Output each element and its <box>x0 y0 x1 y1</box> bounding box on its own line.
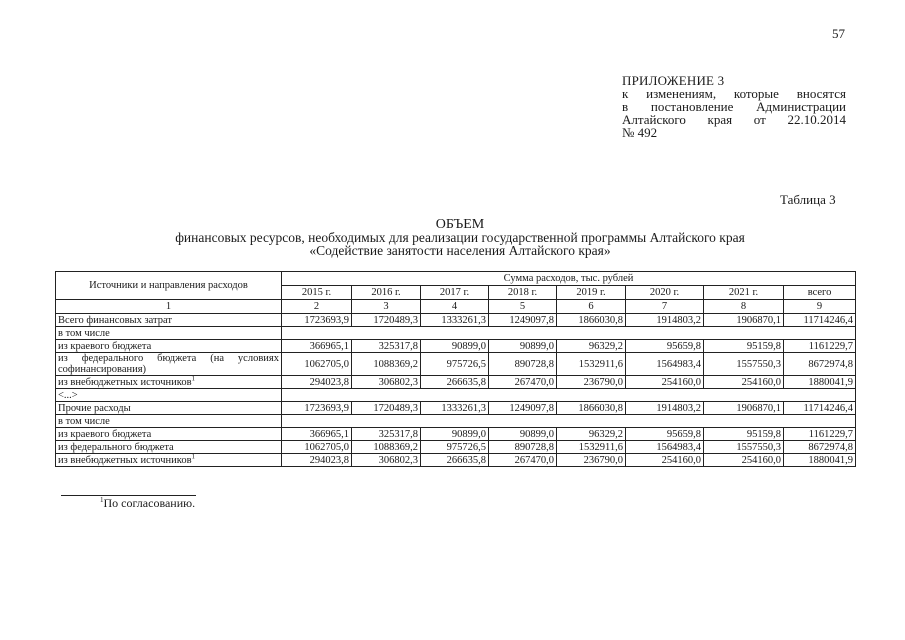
value-cell: 890728,8 <box>489 353 557 376</box>
table-label: Таблица 3 <box>780 192 836 207</box>
value-cell: 266635,8 <box>421 454 489 467</box>
value-cell: 90899,0 <box>489 428 557 441</box>
financial-table <box>55 271 856 467</box>
row-label-text: из краевого бюджета <box>58 428 152 440</box>
table-row <box>56 314 856 327</box>
header-year: 2018 г. <box>489 286 557 300</box>
title-main: ОБЪЕМ <box>435 217 485 232</box>
value-cell: 267470,0 <box>489 454 557 467</box>
value-cell: 1532911,6 <box>557 353 626 376</box>
value-cell: 1720489,3 <box>352 314 421 327</box>
table-row <box>56 441 856 454</box>
table-row <box>56 353 856 376</box>
header-col-number: 3 <box>352 300 421 314</box>
row-label <box>56 441 282 454</box>
value-cell: 890728,8 <box>489 441 557 454</box>
value-cell: 366965,1 <box>282 428 352 441</box>
value-cell: 90899,0 <box>421 428 489 441</box>
value-cell: 254160,0 <box>704 454 784 467</box>
value-cell: 1249097,8 <box>489 402 557 415</box>
row-label-text: в том числе <box>58 415 110 427</box>
header-col-number: 9 <box>784 300 856 314</box>
header-sources: Источники и направления расходов <box>56 272 282 300</box>
value-cell: 366965,1 <box>282 340 352 353</box>
row-label-text: Всего финансовых затрат <box>58 314 172 326</box>
value-cell: 975726,5 <box>421 441 489 454</box>
value-cell: 8672974,8 <box>784 441 856 454</box>
header-year: 2020 г. <box>626 286 704 300</box>
value-cell: 1557550,3 <box>704 353 784 376</box>
appendix-block <box>622 74 846 139</box>
appendix-title: ПРИЛОЖЕНИЕ 3 <box>622 73 725 88</box>
value-cell: 1880041,9 <box>784 376 856 389</box>
title-line: финансовых ресурсов, необходимых для реализации государственной программы Алтайского края <box>175 230 745 245</box>
table-row <box>56 402 856 415</box>
header-col-number: 2 <box>282 300 352 314</box>
header-year: 2021 г. <box>704 286 784 300</box>
header-year: 2019 г. <box>557 286 626 300</box>
value-cell: 1557550,3 <box>704 441 784 454</box>
table-row <box>56 389 856 402</box>
table-row <box>56 340 856 353</box>
value-cell: 1866030,8 <box>557 314 626 327</box>
value-cell: 95159,8 <box>704 428 784 441</box>
row-label <box>56 415 282 428</box>
table-row <box>56 428 856 441</box>
row-label <box>56 428 282 441</box>
header-year: всего <box>784 286 856 300</box>
value-cell: 294023,8 <box>282 376 352 389</box>
row-label-text: из внебюджетных источников <box>58 376 192 388</box>
row-label-text: из федерального бюджета <box>58 441 174 453</box>
value-cell: 1333261,3 <box>421 314 489 327</box>
value-cell: 1161229,7 <box>784 428 856 441</box>
value-cell: 306802,3 <box>352 454 421 467</box>
row-label <box>56 389 282 402</box>
row-label <box>56 327 282 340</box>
value-cell: 95659,8 <box>626 428 704 441</box>
header-col-number: 8 <box>704 300 784 314</box>
footnote-ref: 1 <box>191 375 196 382</box>
value-cell: 90899,0 <box>421 340 489 353</box>
row-label-text: Прочие расходы <box>58 402 131 414</box>
row-label <box>56 314 282 327</box>
value-cell: 90899,0 <box>489 340 557 353</box>
row-label-text: <...> <box>58 389 78 401</box>
value-cell: 1914803,2 <box>626 402 704 415</box>
value-cell: 95659,8 <box>626 340 704 353</box>
page-number: 57 <box>832 26 845 41</box>
value-cell: 1723693,9 <box>282 402 352 415</box>
footnote-mark: 1 <box>100 496 104 504</box>
footnote <box>100 496 195 511</box>
row-label-text: в том числе <box>58 327 110 339</box>
value-cell: 1866030,8 <box>557 402 626 415</box>
value-cell: 325317,8 <box>352 340 421 353</box>
row-label <box>56 353 282 376</box>
empty-cell <box>282 327 856 340</box>
value-cell: 1333261,3 <box>421 402 489 415</box>
value-cell: 1062705,0 <box>282 441 352 454</box>
value-cell: 1088369,2 <box>352 353 421 376</box>
row-label-text: из федерального бюджета (на условиях софинансирования) <box>58 353 279 375</box>
value-cell: 1532911,6 <box>557 441 626 454</box>
value-cell: 266635,8 <box>421 376 489 389</box>
row-label <box>56 376 282 389</box>
value-cell: 1723693,9 <box>282 314 352 327</box>
row-label <box>56 402 282 415</box>
table-row <box>56 454 856 467</box>
header-col-number: 4 <box>421 300 489 314</box>
footnote-ref: 1 <box>191 453 196 460</box>
header-col-number: 5 <box>489 300 557 314</box>
header-year: 2015 г. <box>282 286 352 300</box>
value-cell: 975726,5 <box>421 353 489 376</box>
table-row <box>56 327 856 340</box>
header-col-number: 7 <box>626 300 704 314</box>
value-cell: 236790,0 <box>557 454 626 467</box>
row-label <box>56 454 282 467</box>
header-col-number: 6 <box>557 300 626 314</box>
header-year: 2016 г. <box>352 286 421 300</box>
value-cell: 1564983,4 <box>626 353 704 376</box>
header-col-number: 1 <box>56 300 282 314</box>
value-cell: 96329,2 <box>557 428 626 441</box>
appendix-line: к изменениям, которые вносятся <box>622 86 846 101</box>
value-cell: 1720489,3 <box>352 402 421 415</box>
value-cell: 236790,0 <box>557 376 626 389</box>
appendix-line: № 492 <box>622 125 658 140</box>
table-row <box>56 415 856 428</box>
value-cell: 254160,0 <box>704 376 784 389</box>
value-cell: 1880041,9 <box>784 454 856 467</box>
value-cell: 8672974,8 <box>784 353 856 376</box>
header-year: 2017 г. <box>421 286 489 300</box>
appendix-line: в постановление Администрации <box>622 99 846 114</box>
value-cell: 325317,8 <box>352 428 421 441</box>
value-cell: 1062705,0 <box>282 353 352 376</box>
value-cell: 11714246,4 <box>784 402 856 415</box>
appendix-line: Алтайского края от 22.10.2014 <box>622 112 846 127</box>
value-cell: 11714246,4 <box>784 314 856 327</box>
row-label-text: из краевого бюджета <box>58 340 152 352</box>
value-cell: 95159,8 <box>704 340 784 353</box>
value-cell: 1564983,4 <box>626 441 704 454</box>
value-cell: 1161229,7 <box>784 340 856 353</box>
value-cell: 306802,3 <box>352 376 421 389</box>
value-cell: 1088369,2 <box>352 441 421 454</box>
table-row <box>56 376 856 389</box>
value-cell: 1249097,8 <box>489 314 557 327</box>
value-cell: 96329,2 <box>557 340 626 353</box>
value-cell: 254160,0 <box>626 376 704 389</box>
value-cell: 1914803,2 <box>626 314 704 327</box>
title-line: «Содействие занятости населения Алтайского края» <box>309 243 611 258</box>
value-cell: 294023,8 <box>282 454 352 467</box>
header-sum: Сумма расходов, тыс. рублей <box>282 272 856 286</box>
value-cell: 1906870,1 <box>704 402 784 415</box>
value-cell: 254160,0 <box>626 454 704 467</box>
footnote-text: По согласованию. <box>103 496 196 510</box>
row-label-text: из внебюджетных источников <box>58 454 192 466</box>
value-cell: 1906870,1 <box>704 314 784 327</box>
empty-cell <box>282 415 856 428</box>
document-title <box>100 218 820 257</box>
value-cell: 267470,0 <box>489 376 557 389</box>
row-label <box>56 340 282 353</box>
empty-cell <box>282 389 856 402</box>
